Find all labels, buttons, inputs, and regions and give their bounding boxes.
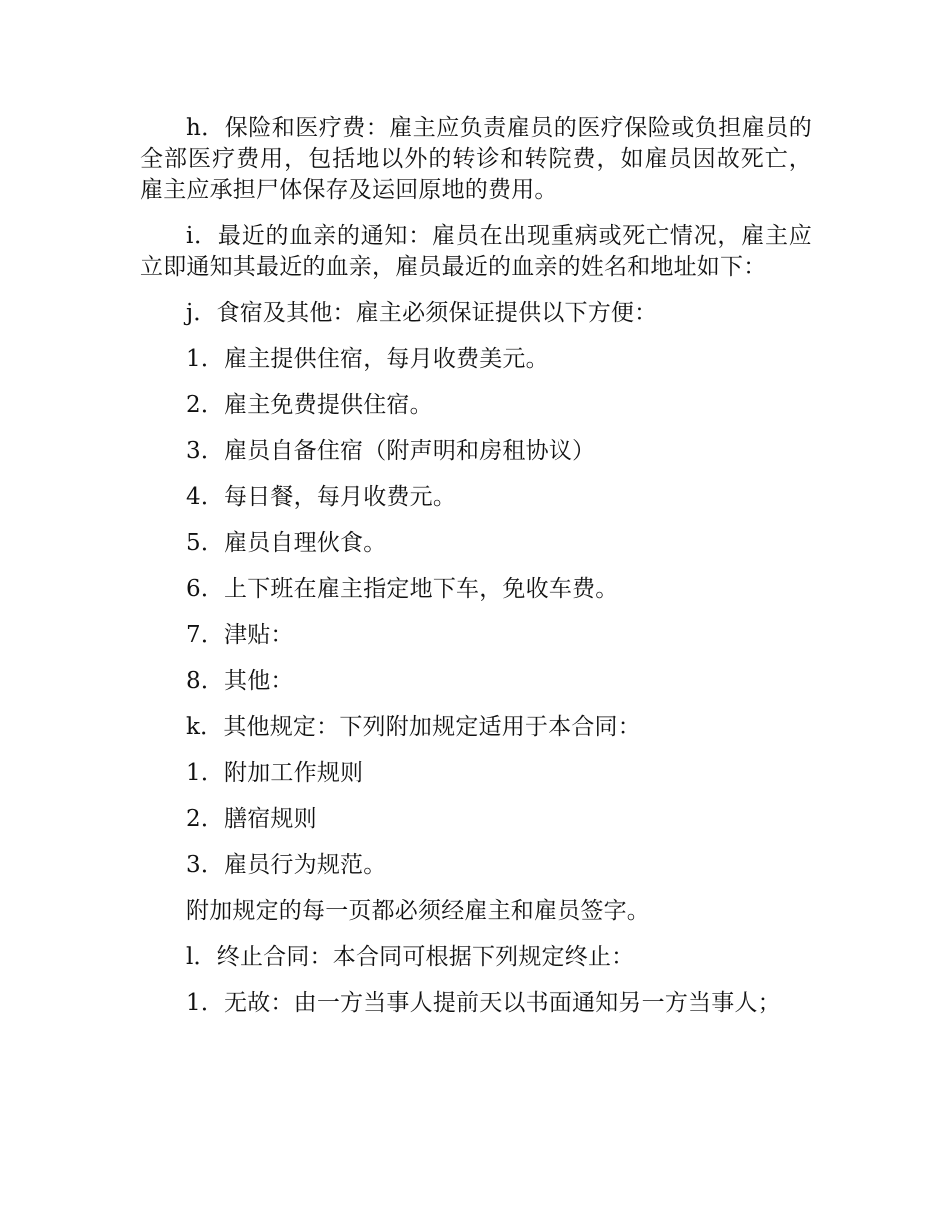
list-item: 3．雇员行为规范。 <box>186 852 387 878</box>
list-item: 8．其他： <box>186 668 294 694</box>
list-item: 4．每日餐，每月收费元。 <box>186 484 457 510</box>
paragraph-next-of-kin: i．最近的血亲的通知：雇员在出现重病或死亡情况，雇主应立即通知其最近的血亲，雇员最近的血亲的姓名和地址如下： <box>140 223 812 280</box>
list-item: 5．雇员自理伙食。 <box>186 530 387 556</box>
clause-termination: l．终止合同：本合同可根据下列规定终止： <box>186 944 635 970</box>
document-body <box>140 113 812 1034</box>
paragraph-insurance-medical: h．保险和医疗费：雇主应负责雇员的医疗保险或负担雇员的全部医疗费用，包括地以外的转诊和转院费，如雇员因故死亡，雇主应承担尸体保存及运回原地的费用。 <box>140 115 812 203</box>
list-item: 7．津贴： <box>186 622 294 648</box>
clause-board-lodging: j．食宿及其他：雇主必须保证提供以下方便： <box>186 300 658 326</box>
clause-other-provisions: k．其他规定：下列附加规定适用于本合同： <box>186 714 641 740</box>
list-item: 3．雇员自备住宿（附声明和房租协议） <box>186 438 596 464</box>
list-item: 1．附加工作规则 <box>186 760 364 786</box>
list-item: 1．无故：由一方当事人提前天以书面通知另一方当事人； <box>186 990 781 1016</box>
list-item: 2．膳宿规则 <box>186 806 317 832</box>
signature-requirement-note: 附加规定的每一页都必须经雇主和雇员签字。 <box>186 898 650 924</box>
list-item: 2．雇主免费提供住宿。 <box>186 392 433 418</box>
list-item: 6．上下班在雇主指定地下车，免收车费。 <box>186 576 619 602</box>
list-item: 1．雇主提供住宿，每月收费美元。 <box>186 346 549 372</box>
